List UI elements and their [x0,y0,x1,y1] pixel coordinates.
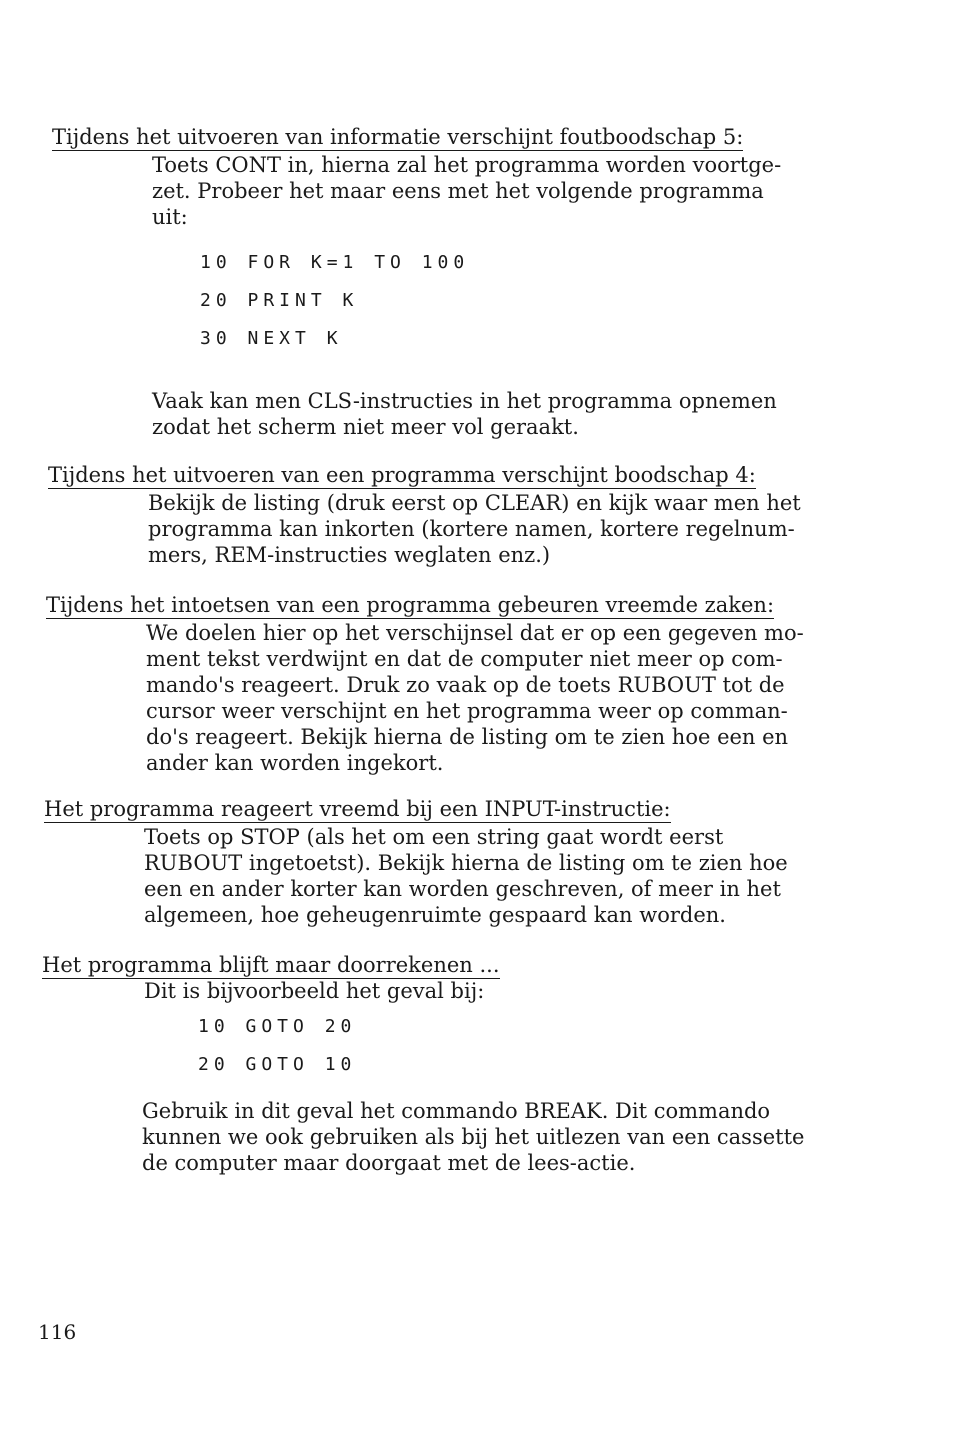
body-line: Dit is bijvoorbeeld het geval bij: [144,979,485,1003]
body-line: Gebruik in dit geval het commando BREAK. Dit commando [142,1099,771,1123]
section-note [152,388,777,440]
section-heading: Tijdens het uitvoeren van een programma verschijnt boodschap 4: [48,463,756,487]
section-body [152,152,781,230]
code-listing [200,244,469,358]
body-line: programma kan inkorten (kortere namen, kortere regelnum- [148,517,795,541]
body-line: mers, REM-instructies weglaten enz.) [148,543,551,567]
code-line: 20 GOTO 10 [198,1054,357,1075]
body-line: ander kan worden ingekort. [146,751,444,775]
body-line: Toets CONT in, hierna zal het programma worden voortge- [152,153,782,177]
section-body [144,978,484,1004]
section-heading: Het programma reageert vreemd bij een INPUT-instructie: [44,797,671,821]
code-line: 10 GOTO 20 [198,1016,357,1037]
body-line: cursor weer verschijnt en het programma weer op comman- [146,699,788,723]
body-line: zet. Probeer het maar eens met het volgende programma [152,179,764,203]
body-line: kunnen we ook gebruiken als bij het uitlezen van een cassette [142,1125,805,1149]
body-line: Bekijk de listing (druk eerst op CLEAR) en kijk waar men het [148,491,801,515]
page-number: 116 [38,1320,77,1344]
code-line: 10 FOR K=1 TO 100 [200,252,470,273]
code-listing [198,1008,356,1084]
body-line: algemeen, hoe geheugenruimte gespaard kan worden. [144,903,726,927]
section-body [146,620,804,776]
section-heading: Tijdens het uitvoeren van informatie verschijnt foutboodschap 5: [52,125,744,149]
body-line: do's reageert. Bekijk hierna de listing om te zien hoe een en [146,725,789,749]
body-line: ment tekst verdwijnt en dat de computer niet meer op com- [146,647,783,671]
body-line: uit: [152,205,188,229]
code-line: 20 PRINT K [200,290,359,311]
body-line: de computer maar doorgaat met de lees-actie. [142,1151,636,1175]
body-line: een en ander korter kan worden geschreven, of meer in het [144,877,781,901]
code-line: 30 NEXT K [200,328,343,349]
body-line: RUBOUT ingetoetst). Bekijk hierna de listing om te zien hoe [144,851,788,875]
body-line: mando's reageert. Druk zo vaak op de toets RUBOUT tot de [146,673,785,697]
body-line: Vaak kan men CLS-instructies in het programma opnemen [152,389,777,413]
section-note [142,1098,804,1176]
section-heading: Het programma blijft maar doorrekenen ... [42,953,500,977]
body-line: We doelen hier op het verschijnsel dat er op een gegeven mo- [146,621,804,645]
body-line: Toets op STOP (als het om een string gaat wordt eerst [144,825,724,849]
section-heading: Tijdens het intoetsen van een programma gebeuren vreemde zaken: [46,593,775,617]
body-line: zodat het scherm niet meer vol geraakt. [152,415,579,439]
section-body [144,824,788,928]
section-body [148,490,801,568]
